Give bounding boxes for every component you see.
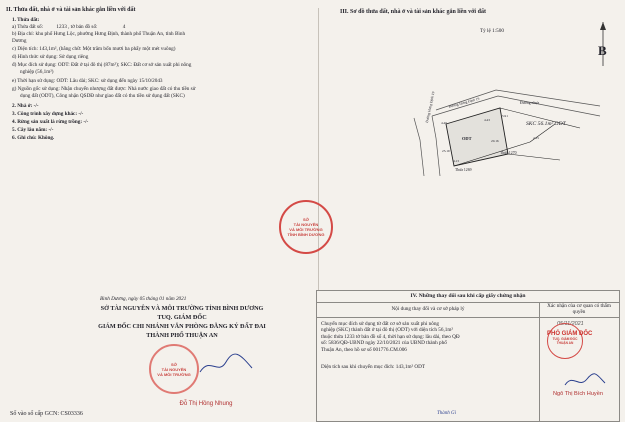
road-label-top: Đường Hưng Định 19 <box>448 96 480 109</box>
issue-date-line <box>100 296 186 302</box>
dimension-label: 20.16 <box>491 139 499 143</box>
changes-table <box>316 290 620 422</box>
registry-number: Số vào sổ cấp GCN: CS03336 <box>10 411 83 417</box>
handwritten-signature-icon <box>196 350 256 380</box>
date-day-label: , ngày <box>125 296 139 302</box>
parcel-number-row <box>12 24 125 30</box>
col-content-header: Nội dung thay đổi và cơ sở pháp lý <box>391 306 465 312</box>
map-sheet-label: , tờ bản đồ số: <box>68 24 98 30</box>
change-content-line: Thuận An, theo hồ sơ số 001776.CM.006 <box>321 346 407 353</box>
seal-text: TUQ. GIÁM ĐỐC <box>552 337 578 341</box>
date-month: 01 <box>159 296 165 302</box>
dimension-label: 5.91 <box>502 114 508 118</box>
confirm-signature-icon <box>563 371 607 391</box>
usage-origin-line-2: dụng đất (ODT), Công nhận QSDĐ như giao đất có thu tiền sử dụng đất (SKC) <box>20 93 185 99</box>
seal-text: VÀ MÔI TRƯỜNG <box>157 371 191 377</box>
confirm-signer-name: Ngô Thị Bích Huyền <box>553 391 603 397</box>
table-heading: IV. Những thay đổi sau khi cấp giấy chứng nhận <box>410 293 526 299</box>
dimension-label: 4.13 <box>453 159 459 163</box>
address-line-2: Dương <box>12 38 27 44</box>
north-arrow-icon <box>592 18 614 68</box>
dimension-label: 2.15 <box>533 136 539 140</box>
seal-text: TÀI NGUYÊN <box>161 366 187 372</box>
change-content-line: nghiệp (SKC) thành đất ở tại đô thị (ODT) với diện tích 56,1m² <box>321 327 453 334</box>
usage-purpose-line: đ) Mục đích sử dụng: ODT: Đất ở tại đô thị (87m²); SKC: Đất cơ sở sản xuất phi nông <box>12 62 192 68</box>
section-iii-heading: III. Sơ đồ thửa đất, nhà ở và tài sản khác gắn liền với đất <box>340 9 486 15</box>
map-sheet-value: 4 <box>122 24 126 30</box>
area-line: c) Diện tích: 143,1m², (bằng chữ: Một trăm bốn mươi ba phẩy một mét vuông) <box>12 46 176 52</box>
change-content-line: số: 5836/QĐ-UBND ngày 22/10/2021 của UBND thành phố <box>321 340 447 347</box>
org-authority: TUQ. GIÁM ĐỐC <box>157 314 207 321</box>
address-line: b) Địa chỉ: khu phố Hưng Lộc, phường Hưng Định, thành phố Thuận An, tỉnh Bình <box>12 31 186 37</box>
seal-text: VÀ MÔI TRƯỜNG <box>289 227 323 232</box>
skc-handwritten-note: SKC 56.1m² ODT <box>526 121 566 127</box>
date-month-label: tháng <box>146 296 158 302</box>
planted-forest-line: 4. Rừng sản xuất là rừng trồng: -/- <box>12 119 89 125</box>
col-confirm-header: Xác nhận của cơ quan có thẩm quyền <box>547 303 611 316</box>
road-label-asphalt: Đường nhựa <box>520 101 540 105</box>
neighbor-parcel-1269: Thửa 1269 <box>455 168 472 172</box>
confirm-red-seal <box>547 323 583 359</box>
signature-red-seal <box>149 344 199 394</box>
usage-form-line: d) Hình thức sử dụng: Sử dụng riêng <box>12 54 89 60</box>
handwritten-note: Thành Gì <box>437 411 457 416</box>
parcel-label: 1. Thửa đất: <box>12 17 40 23</box>
parcel-number-value: 1233 <box>56 24 67 30</box>
road-label-left: Đường Hưng Định 19 <box>424 91 436 124</box>
org-branch: GIÁM ĐỐC CHI NHÁNH VĂN PHÒNG ĐĂNG KÝ ĐẤT ĐAI <box>98 323 266 330</box>
org-city: THÀNH PHỐ THUẬN AN <box>146 332 218 339</box>
change-content-line: Chuyển mục đích sử dụng từ đất cơ sở sản xuất phi nông <box>321 321 440 327</box>
other-construction-line: 3. Công trình xây dựng khác: -/- <box>12 111 84 117</box>
usage-purpose-line-2: nghiệp (56,1m²) <box>20 69 54 75</box>
seal-text: SỞ <box>302 217 310 222</box>
date-year: 2021 <box>175 296 187 302</box>
seal-text: TỈNH BÌNH DƯƠNG <box>287 232 325 237</box>
date-year-label: năm <box>165 296 175 302</box>
signer-name: Đỗ Thị Hồng Nhung <box>179 401 233 407</box>
parcel-sketch-map <box>410 80 610 180</box>
parcel-number-label: a) Thửa đất số: <box>12 24 44 30</box>
table-header-row <box>317 302 619 318</box>
parcel-odt-label: ODT <box>462 136 472 141</box>
dimension-label: 4.40 <box>441 121 447 125</box>
change-area-line: Diện tích sau khi chuyển mục đích: 143,1m² ODT <box>321 364 425 370</box>
seal-text: SỞ <box>170 361 178 367</box>
issue-place: Bình Dương <box>100 296 126 302</box>
scale-label: Tỷ lệ 1:500 <box>480 28 504 34</box>
dimension-label: 4.43 <box>484 118 490 122</box>
org-department: SỞ TÀI NGUYÊN VÀ MÔI TRƯỜNG TỈNH BÌNH DƯƠNG <box>100 305 264 312</box>
official-red-seal <box>279 200 333 254</box>
column-divider <box>539 302 540 421</box>
notes-line: 6. Ghi chú: Không. <box>12 135 55 141</box>
confirm-date: 05/11/2021 <box>557 321 584 327</box>
neighbor-parcel-1270: Thửa 1270 <box>500 151 517 155</box>
house-line: 2. Nhà ở: -/- <box>12 103 39 109</box>
usage-origin-line: g) Nguồn gốc sử dụng: Nhận chuyển nhượng đất được: Nhà nước giao đất có thu tiền sử <box>12 86 196 92</box>
north-arrow-label: B <box>598 43 607 58</box>
usage-term-line: e) Thời hạn sử dụng: ODT: Lâu dài; SKC: sử dụng đến ngày 15/10/2043 <box>12 78 163 84</box>
section-ii-heading: II. Thửa đất, nhà ở và tài sản khác gắn liền với đất <box>6 7 136 13</box>
seal-text: THUẬN AN <box>556 341 574 345</box>
change-content-line: thuộc thửa 1233 tờ bản đồ số 4, thời hạn sử dụng: lâu dài, theo QĐ <box>321 333 460 340</box>
perennial-trees-line: 5. Cây lâu năm: -/- <box>12 127 54 133</box>
date-day: 05 <box>139 296 145 302</box>
seal-text: TÀI NGUYÊN <box>293 222 319 227</box>
change-content <box>321 321 535 353</box>
dimension-label: 25.19 <box>442 149 450 153</box>
deputy-director-title: PHÓ GIÁM ĐỐC <box>547 331 593 337</box>
